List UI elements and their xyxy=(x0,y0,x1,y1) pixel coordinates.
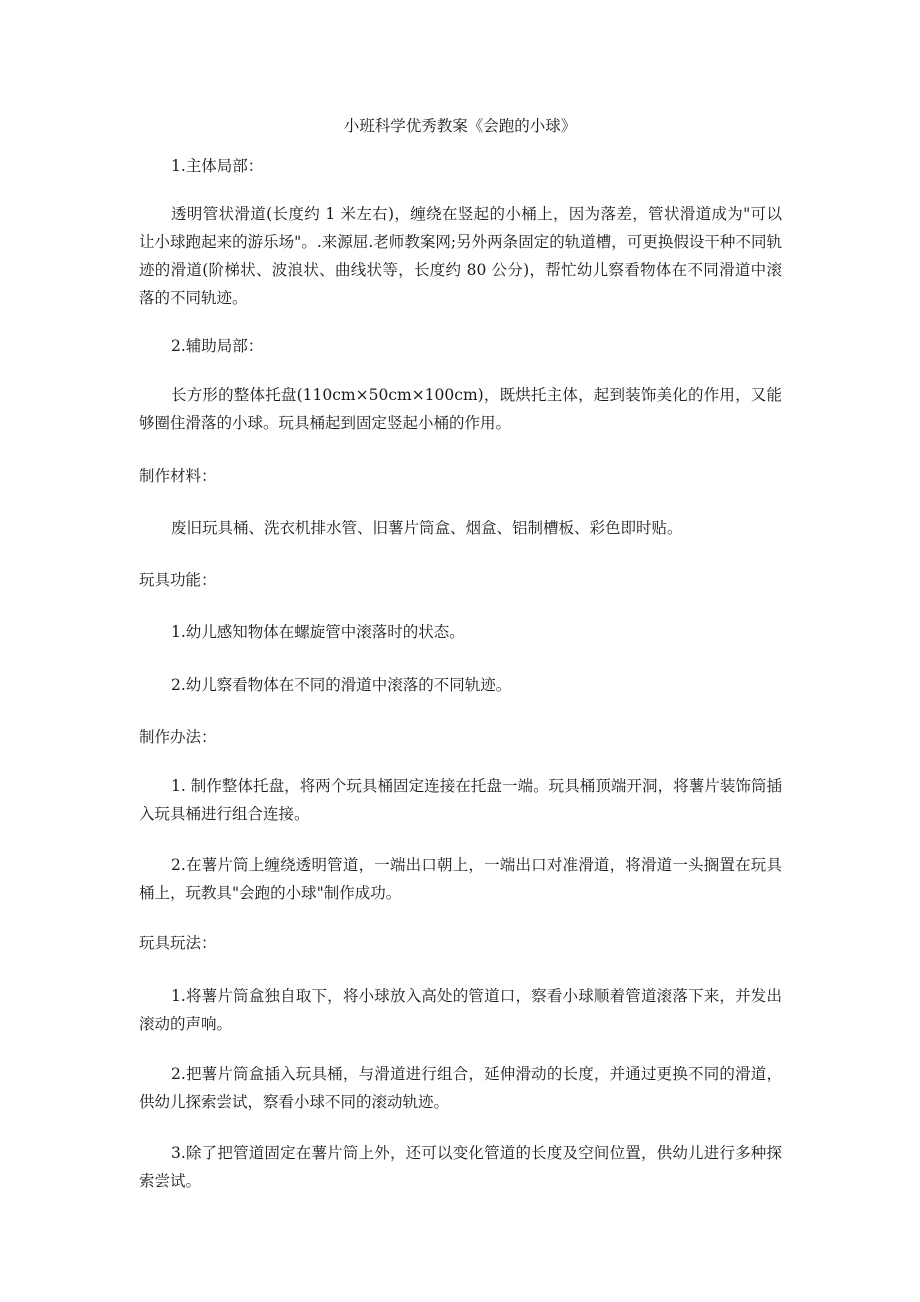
section-heading-play: 玩具玩法： xyxy=(139,934,217,952)
section-heading-aux-part: 2.辅助局部： xyxy=(171,337,264,355)
section-heading-materials: 制作材料： xyxy=(139,467,217,485)
list-item-method-2: 2.在薯片筒上缠绕透明管道，一端出口朝上，一端出口对准滑道，将滑道一头搁置在玩具桶上，玩教具"会跑的小球"制作成功。 xyxy=(139,856,782,902)
list-item-method-1: 1. 制作整体托盘，将两个玩具桶固定连接在托盘一端。玩具桶顶端开洞，将薯片装饰筒插入玩具桶进行组合连接。 xyxy=(139,777,782,823)
list-item-play-1: 1.将薯片筒盒独自取下，将小球放入高处的管道口，察看小球顺着管道滚落下来，并发出滚动的声响。 xyxy=(139,987,782,1033)
paragraph-main-part-desc: 透明管状滑道(长度约 1 米左右)，缠绕在竖起的小桶上，因为落差，管状滑道成为"可以让小球跑起来的游乐场"。.来源屈.老师教案网;另外两条固定的轨道槽，可更换假设干种不同轨迹的滑道(阶梯状、波浪状、曲线状等，长度约 80 公分)，帮忙幼儿察看物体在不同滑道中滚落的不同轨迹。 xyxy=(139,205,782,307)
section-heading-method: 制作办法： xyxy=(139,728,217,746)
paragraph-aux-part-desc: 长方形的整体托盘(110cm×50cm×100cm)，既烘托主体，起到装饰美化的作用，又能够圈住滑落的小球。玩具桶起到固定竖起小桶的作用。 xyxy=(139,386,782,432)
list-item-play-2: 2.把薯片筒盒插入玩具桶，与滑道进行组合，延伸滑动的长度，并通过更换不同的滑道，供幼儿探索尝试，察看小球不同的滚动轨迹。 xyxy=(139,1065,782,1111)
section-heading-functions: 玩具功能： xyxy=(139,571,217,589)
section-heading-main-part: 1.主体局部： xyxy=(171,157,264,175)
list-item-play-3: 3.除了把管道固定在薯片筒上外，还可以变化管道的长度及空间位置，供幼儿进行多种探索尝试。 xyxy=(139,1144,782,1190)
document-title: 小班科学优秀教案《会跑的小球》 xyxy=(343,117,577,135)
list-item-function-2: 2.幼儿察看物体在不同的滑道中滚落的不同轨迹。 xyxy=(171,676,512,694)
paragraph-materials: 废旧玩具桶、洗衣机排水管、旧薯片筒盒、烟盒、铝制槽板、彩色即时贴。 xyxy=(171,519,683,537)
list-item-function-1: 1.幼儿感知物体在螺旋管中滚落时的状态。 xyxy=(171,623,465,641)
